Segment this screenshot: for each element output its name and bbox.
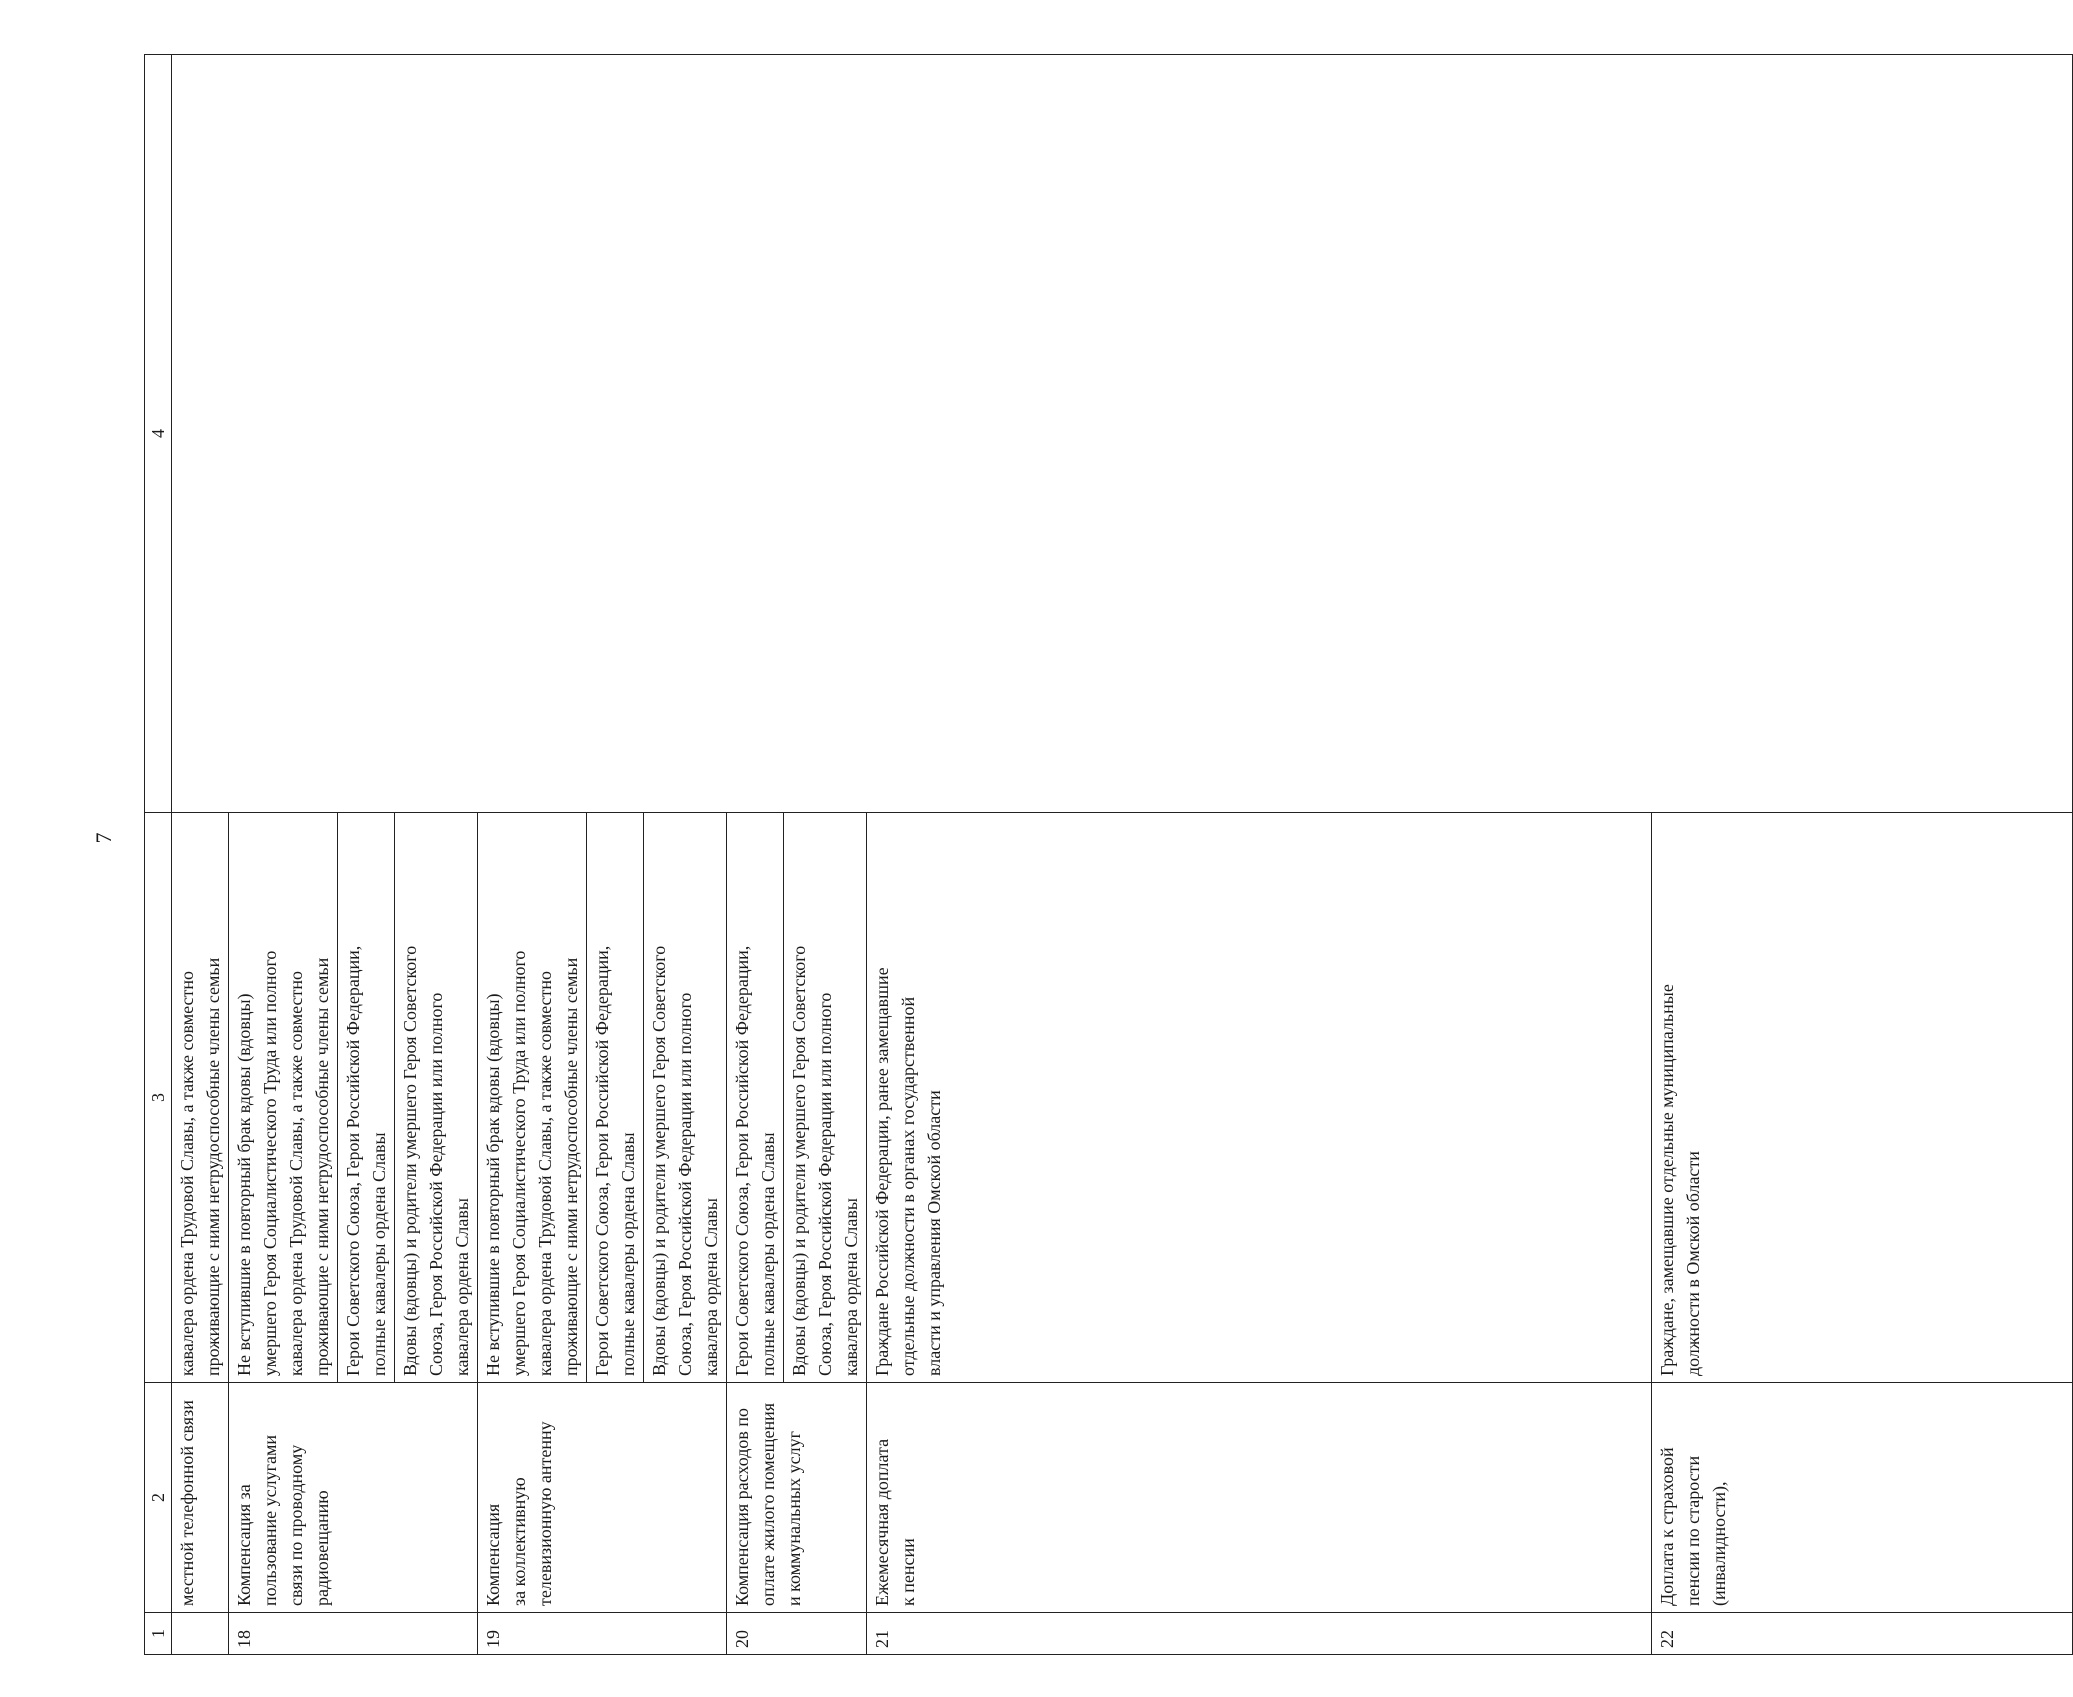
benefit-name: Доплата к страховой пенсии по старости (инвалидности), <box>1652 1383 2073 1613</box>
header-col-1: 1 <box>145 1613 172 1655</box>
row-number <box>172 1613 229 1655</box>
category-cell: Герои Советского Союза, Герои Российской Федерации, полные кавалеры ордена Славы <box>727 813 784 1383</box>
page-number: 7 <box>91 832 116 844</box>
row-number: 19 <box>478 1613 727 1655</box>
rotated-page-content <box>144 55 1729 1655</box>
benefit-name: местной телефонной связи <box>172 1383 229 1613</box>
category-cell: Герои Советского Союза, Герои Российской Федерации, полные кавалеры ордена Славы <box>587 813 644 1383</box>
header-col-4: 4 <box>145 55 172 813</box>
category-cell: Вдовы (вдовцы) и родители умершего Героя Советского Союза, Героя Российской Федерации или полного кавалера ордена Славы <box>395 813 478 1383</box>
row-number: 20 <box>727 1613 867 1655</box>
category-cell: Граждане Российской Федерации, ранее замещавшие отдельные должности в органах государственной власти и управления Омской области <box>867 813 1652 1383</box>
benefits-table <box>144 54 2073 1655</box>
header-col-2: 2 <box>145 1383 172 1613</box>
table-row <box>172 55 229 1655</box>
category-cell: Вдовы (вдовцы) и родители умершего Героя Советского Союза, Героя Российской Федерации или полного кавалера ордена Славы <box>784 813 867 1383</box>
benefit-name: Компенсация расходов по оплате жилого помещения и коммунальных услуг <box>727 1383 867 1613</box>
legal-basis-cell <box>172 55 2073 813</box>
benefit-name: Ежемесячная доплата к пенсии <box>867 1383 1652 1613</box>
row-number: 18 <box>229 1613 478 1655</box>
category-cell: Вдовы (вдовцы) и родители умершего Героя Советского Союза, Героя Российской Федерации или полного кавалера ордена Славы <box>644 813 727 1383</box>
category-cell: Не вступившие в повторный брак вдовы (вдовцы) умершего Героя Социалистического Труда или полного кавалера ордена Трудовой Славы, а также совместно проживающие с ними нетрудоспособные члены семьи <box>478 813 587 1383</box>
category-cell: Не вступившие в повторный брак вдовы (вдовцы) умершего Героя Социалистического Труда или полного кавалера ордена Трудовой Славы, а также совместно проживающие с ними нетрудоспособные члены семьи <box>229 813 338 1383</box>
category-cell: кавалера ордена Трудовой Славы, а также совместно проживающие с ними нетрудоспособные члены семьи <box>172 813 229 1383</box>
table-header-row <box>145 55 172 1655</box>
benefit-name: Компенсация за коллективную телевизионную антенну <box>478 1383 727 1613</box>
row-number: 22 <box>1652 1613 2073 1655</box>
benefit-name: Компенсация за пользование услугами связи по проводному радиовещанию <box>229 1383 478 1613</box>
category-cell: Граждане, замещавшие отдельные муниципальные должности в Омской области <box>1652 813 2073 1383</box>
category-cell: Герои Советского Союза, Герои Российской Федерации, полные кавалеры ордена Славы <box>338 813 395 1383</box>
header-col-3: 3 <box>145 813 172 1383</box>
row-number: 21 <box>867 1613 1652 1655</box>
